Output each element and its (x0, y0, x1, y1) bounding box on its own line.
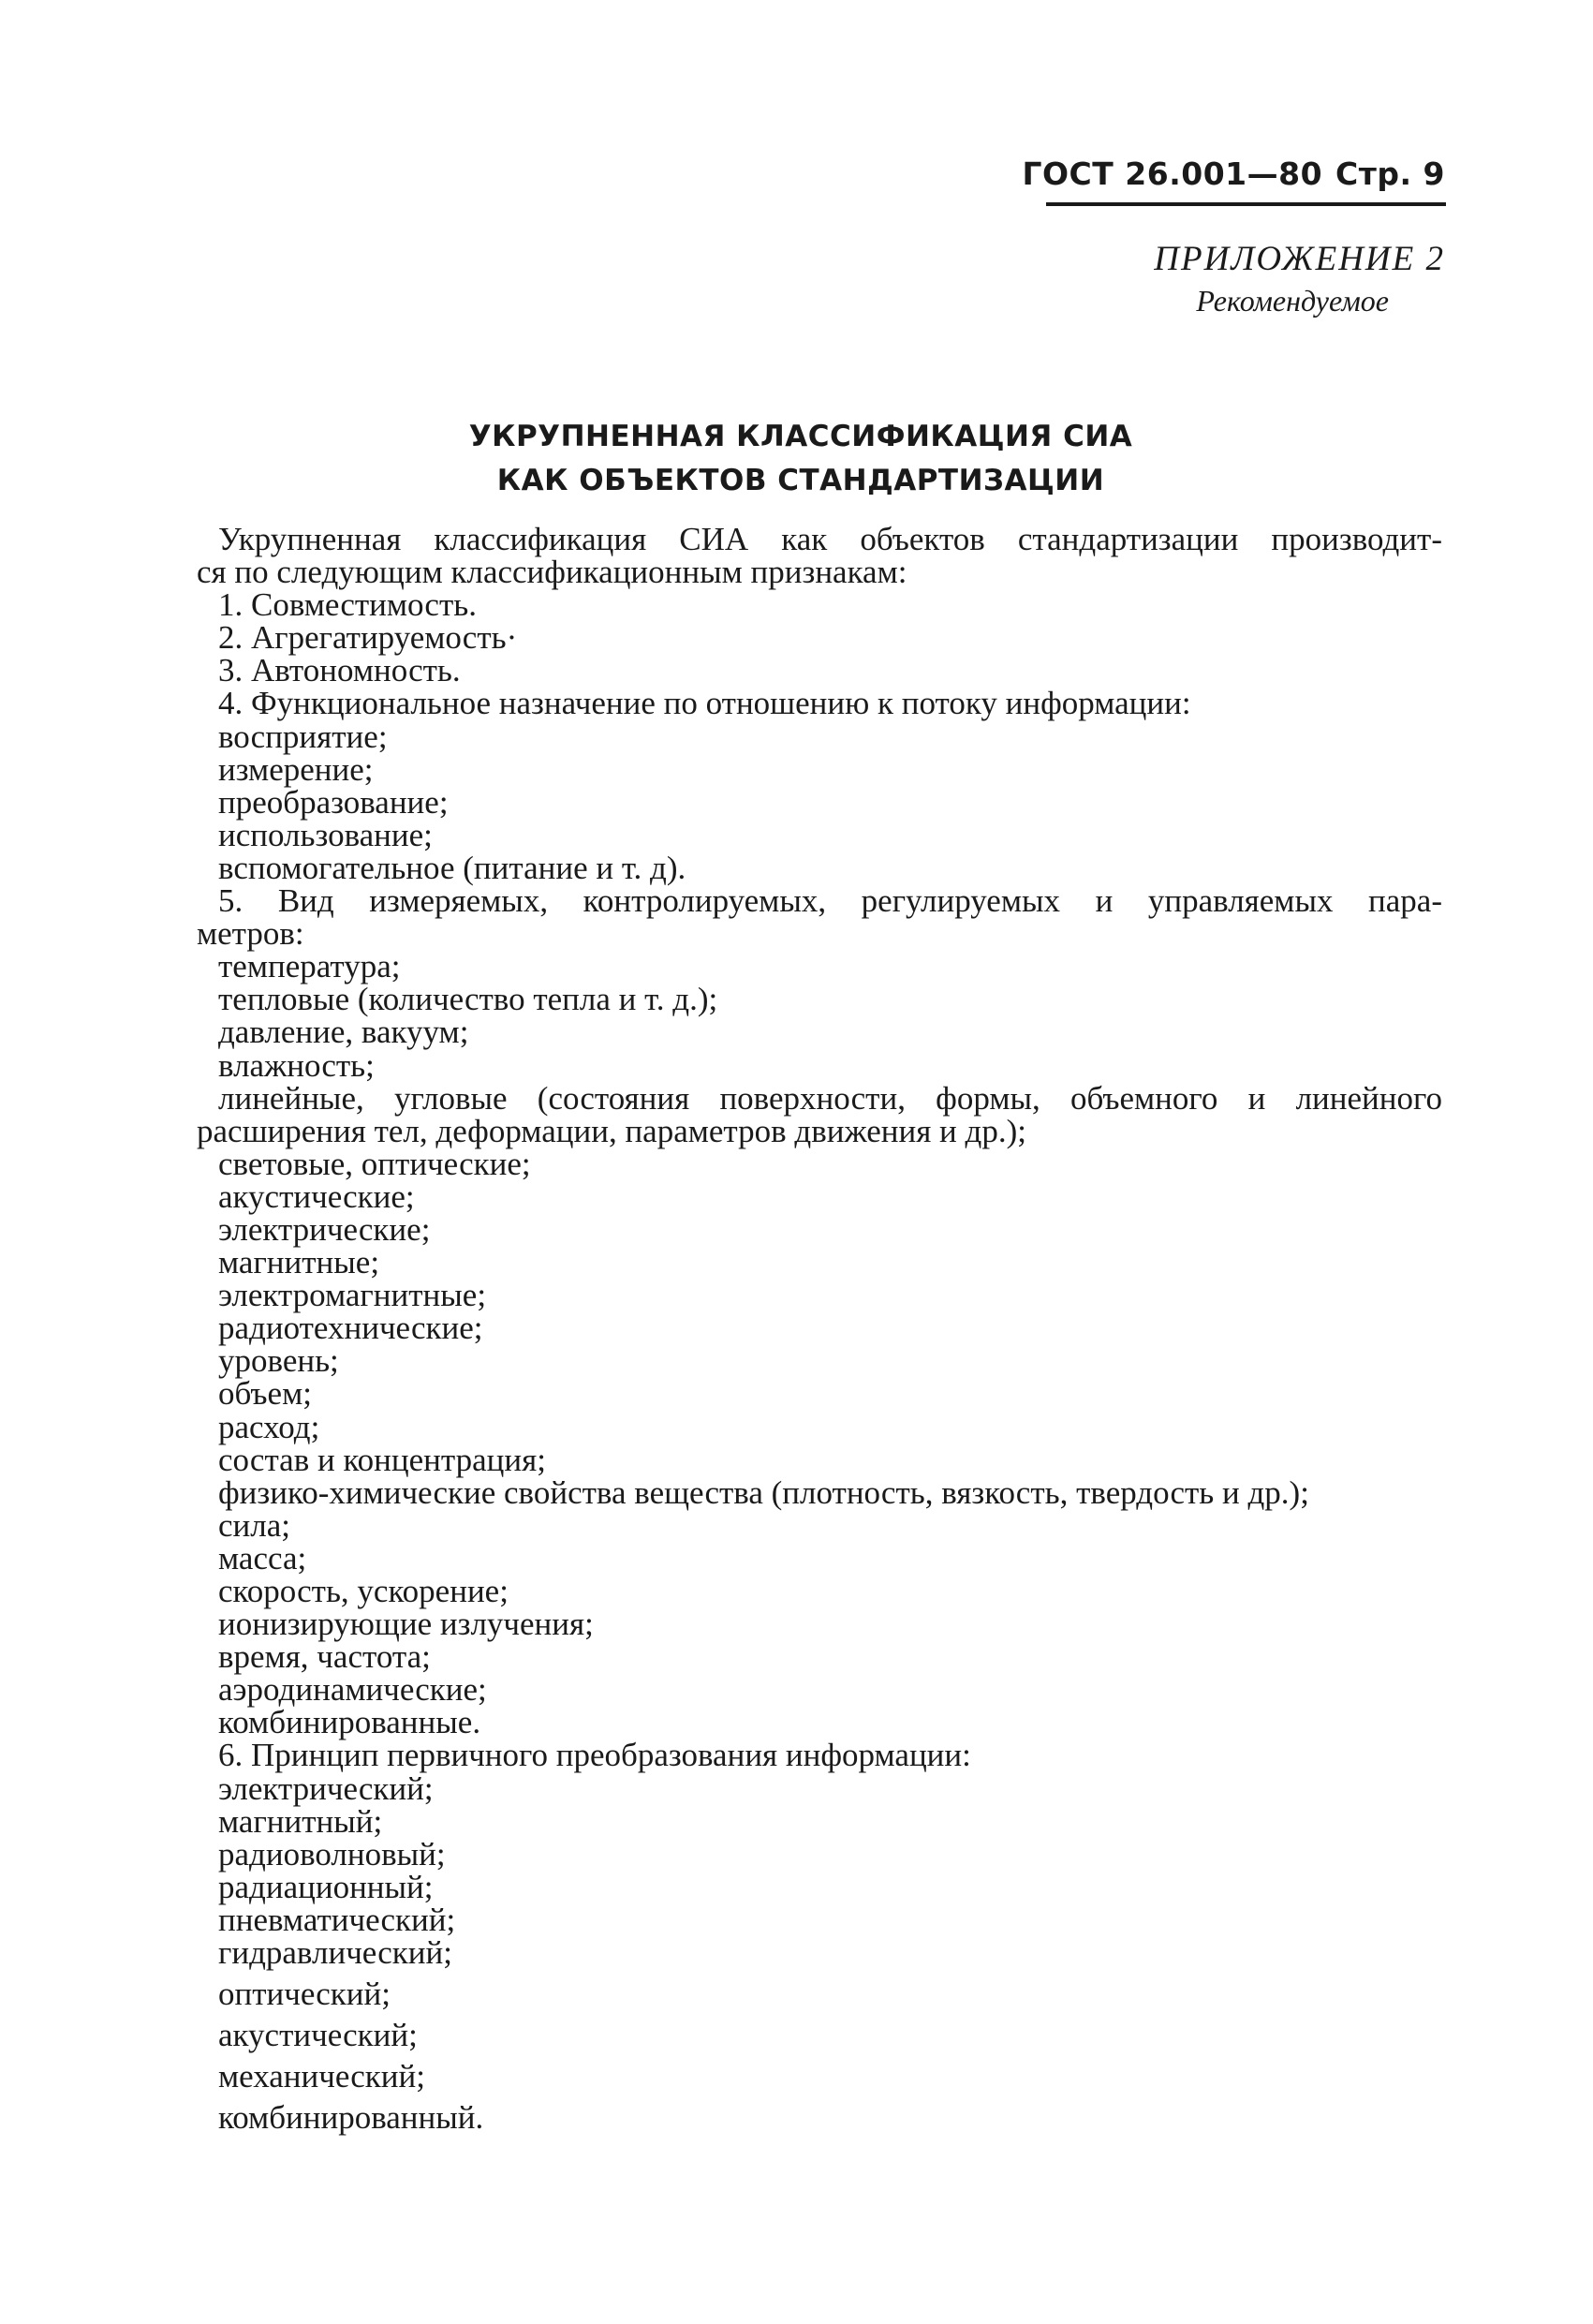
sub-list-item: гидравлический; (218, 1934, 452, 1972)
sub-list-item: преобразование; (218, 783, 449, 821)
sub-list-item: вспомогательное (питание и т. д). (218, 849, 686, 886)
sub-list-item: использование; (218, 816, 433, 853)
sub-list-item: радиационный; (218, 1868, 434, 1905)
sub-list-item: ионизирующие излучения; (218, 1606, 594, 1643)
sub-list-item: температура; (218, 948, 401, 985)
sub-list-item: магнитные; (218, 1244, 380, 1281)
sub-list-item: физико-химические свойства вещества (плотность, вязкость, твердость и др.); (218, 1473, 1309, 1511)
document-title-line-2: КАК ОБЪЕКТОВ СТАНДАРТИЗАЦИИ (496, 464, 1105, 497)
sub-list-item: магнитный; (218, 1802, 383, 1840)
sub-list-item: скорость, ускорение; (218, 1573, 509, 1609)
intro-paragraph-line: ся по следующим классификационным признакам: (197, 554, 907, 591)
page-number: Стр. 9 (1335, 155, 1445, 192)
list-item-aggregation: 2. Агрегатируемость· (218, 619, 518, 657)
list-item-parameters: 5. Вид измеряемых, контролируемых, регулируемых и управляемых пара- (218, 882, 1442, 920)
document-body (197, 523, 1442, 2135)
sub-list-item-cont: расширения тел, деформации, параметров движения и др.); (197, 1112, 1026, 1149)
list-item-autonomy: 3. Автономность. (218, 652, 461, 689)
sub-list-item: световые, оптические; (218, 1145, 531, 1182)
header-rule (1046, 202, 1446, 206)
sub-list-item: линейные, угловые (состояния поверхности, формы, объемного и линейного (218, 1079, 1442, 1117)
sub-list-item: комбинированный. (218, 2099, 484, 2137)
sub-list-item: время, частота; (218, 1638, 431, 1676)
standard-number: ГОСТ 26.001—80 (1022, 155, 1323, 192)
sub-list-item: электромагнитные; (218, 1277, 487, 1314)
sub-list-item: измерение; (218, 750, 374, 788)
list-item-compatibility: 1. Совместимость. (218, 586, 477, 624)
sub-list-item: электрический; (218, 1769, 434, 1807)
intro-paragraph-line: Укрупненная классификация СИА как объектов стандартизации производит- (218, 521, 1442, 557)
sub-list-item: влажность; (218, 1046, 375, 1084)
sub-list-item: акустический; (218, 2017, 418, 2054)
sub-list-item: расход; (218, 1408, 320, 1445)
sub-list-item: сила; (218, 1506, 290, 1544)
document-title-line-1: УКРУПНЕННАЯ КЛАССИФИКАЦИЯ СИА (468, 420, 1133, 453)
sub-list-item: тепловые (количество тепла и т. д.); (218, 981, 718, 1018)
sub-list-item: объем; (218, 1375, 312, 1413)
sub-list-item: состав и концентрация; (218, 1441, 546, 1478)
page-header (1022, 155, 1445, 192)
annex-subtitle: Рекомендуемое (1196, 284, 1389, 318)
sub-list-item: масса; (218, 1539, 307, 1576)
sub-list-item: аэродинамические; (218, 1671, 487, 1709)
sub-list-item: радиоволновый; (218, 1835, 446, 1873)
sub-list-item: оптический; (218, 1976, 391, 2013)
list-item-conversion-principle: 6. Принцип первичного преобразования информации: (218, 1737, 971, 1774)
sub-list-item: давление, вакуум; (218, 1014, 469, 1051)
sub-list-item: восприятие; (218, 718, 388, 755)
sub-list-item: акустические; (218, 1177, 415, 1215)
list-item-function: 4. Функциональное назначение по отношению к потоку информации: (218, 685, 1191, 722)
sub-list-item: пневматический; (218, 1901, 456, 1938)
annex-title: ПРИЛОЖЕНИЕ 2 (1154, 240, 1445, 278)
sub-list-item: уровень; (218, 1342, 339, 1380)
list-item-parameters-cont: метров: (197, 915, 304, 953)
sub-list-item: электрические; (218, 1210, 431, 1248)
sub-list-item: радиотехнические; (218, 1310, 483, 1347)
sub-list-item: комбинированные. (218, 1704, 481, 1741)
sub-list-item: механический; (218, 2058, 425, 2095)
